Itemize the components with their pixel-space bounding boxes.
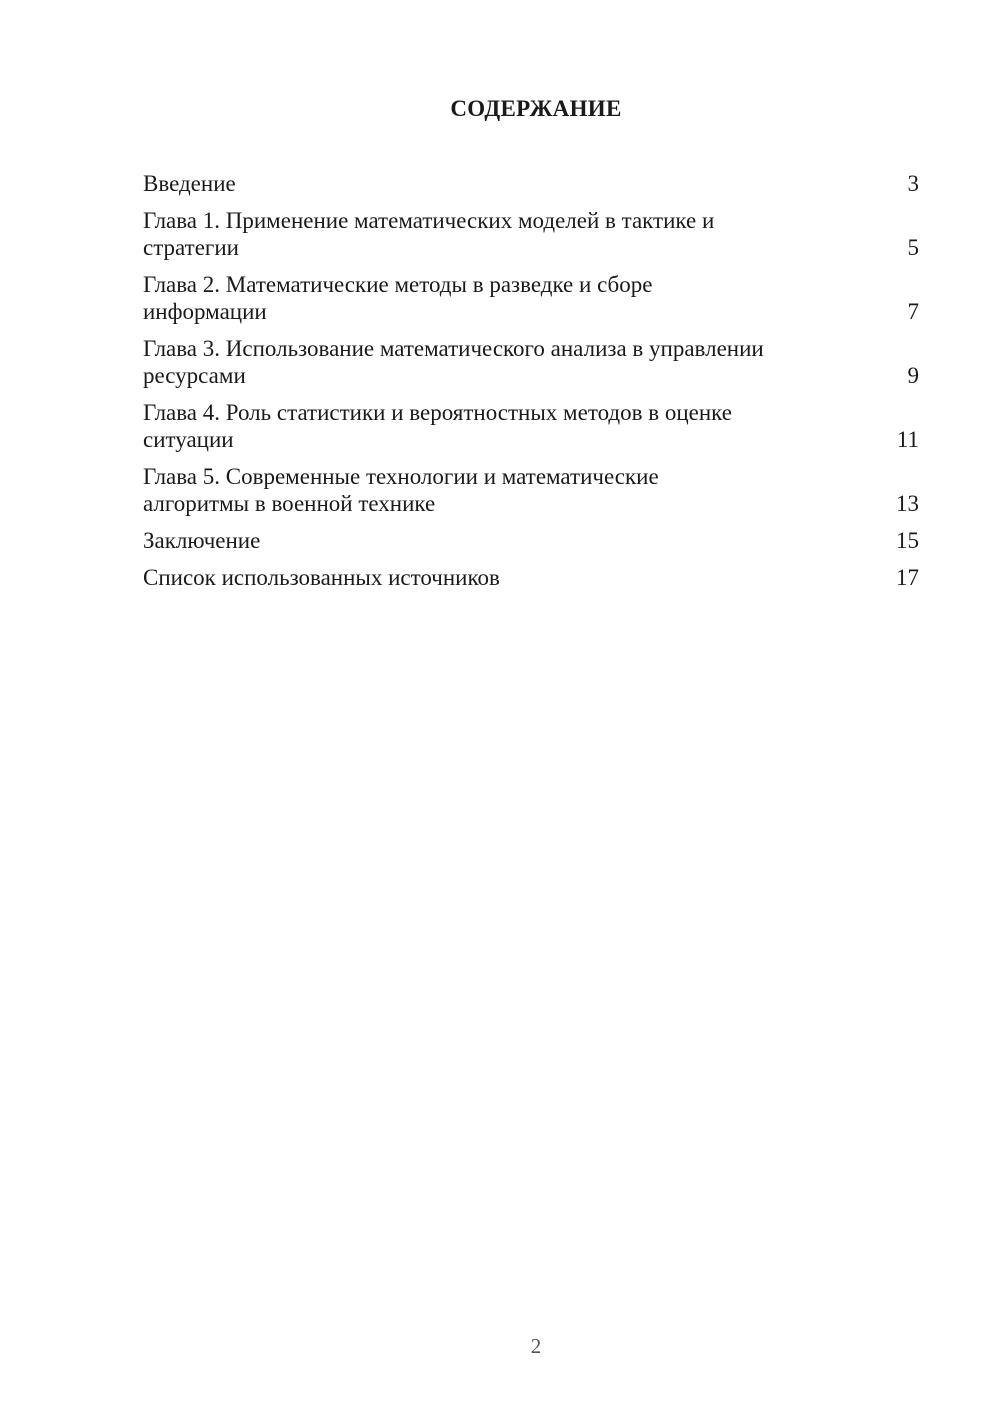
toc-title: СОДЕРЖАНИЕ — [450, 96, 622, 121]
toc-entry-text: Глава 3. Использование математического анализа в управлении ресурсами — [143, 336, 764, 388]
toc-entry-chapter-5[interactable] — [143, 463, 919, 517]
toc-entry-chapter-4[interactable] — [143, 399, 919, 453]
toc-entry-text: Глава 1. Применение математических моделей в тактике и стратегии — [143, 208, 715, 260]
toc-entry-page: 11 — [896, 427, 919, 452]
toc-entry-text: Глава 4. Роль статистики и вероятностных методов в оценке ситуации — [143, 400, 732, 452]
toc-entry-text: Введение — [143, 171, 236, 196]
toc-entry-conclusion[interactable] — [143, 527, 919, 554]
toc-entry-chapter-2[interactable] — [143, 271, 919, 325]
toc-entry-text: Список использованных источников — [143, 565, 500, 590]
toc-entry-references[interactable] — [143, 564, 919, 591]
table-of-contents — [143, 170, 919, 601]
toc-entry-page: 9 — [907, 363, 919, 388]
toc-entry-page: 13 — [896, 491, 919, 516]
toc-entry-text: Глава 2. Математические методы в разведке и сборе информации — [143, 272, 653, 324]
page-number: 2 — [530, 1334, 542, 1358]
toc-entry-page: 3 — [907, 171, 919, 196]
toc-entry-text: Глава 5. Современные технологии и математические алгоритмы в военной технике — [143, 464, 659, 516]
toc-entry-page: 7 — [907, 299, 919, 324]
toc-entry-introduction[interactable] — [143, 170, 919, 197]
toc-entry-page: 5 — [907, 235, 919, 260]
toc-entry-chapter-3[interactable] — [143, 335, 919, 389]
toc-entry-chapter-1[interactable] — [143, 207, 919, 261]
toc-entry-page: 17 — [896, 565, 919, 590]
toc-entry-text: Заключение — [143, 528, 261, 553]
toc-entry-page: 15 — [896, 528, 919, 553]
